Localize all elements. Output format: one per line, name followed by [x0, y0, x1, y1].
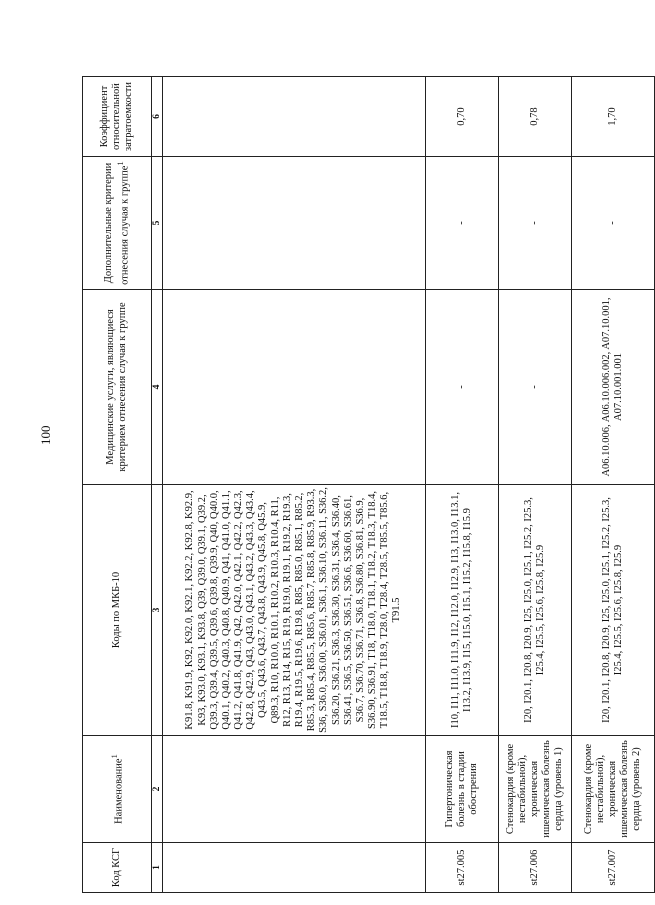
additional-criteria: -	[426, 157, 499, 290]
header-icd: Коды по МКБ-10	[83, 485, 152, 736]
ksg-name: Стенокардия (кроме нестабильной), хроническая ишемическая болезнь сердца (уровень 2)	[572, 736, 655, 843]
column-number-row	[152, 77, 163, 893]
ksg-table	[82, 76, 655, 893]
medical-services: -	[499, 290, 572, 485]
ksg-name: Стенокардия (кроме нестабильной), хроническая ишемическая болезнь сердца (уровень 1)	[499, 736, 572, 843]
header-code: Код КСГ	[83, 843, 152, 893]
ksg-name: Гипертоническая болезнь в стадии обострения	[426, 736, 499, 843]
header-criteria: Дополнительные критерии отнесения случая к группе$^1$	[83, 157, 152, 290]
table-row	[499, 77, 572, 893]
column-number: 6	[152, 77, 163, 157]
page-number: 100	[38, 425, 53, 445]
rotated-table-container	[82, 77, 643, 893]
column-number: 5	[152, 157, 163, 290]
additional-criteria: -	[499, 157, 572, 290]
medical-services	[163, 290, 426, 485]
header-coef: Коэффициент относительной затратоемкости	[83, 77, 152, 157]
header-row	[83, 77, 152, 893]
cost-coefficient	[163, 77, 426, 157]
ksg-code: st27.007	[572, 843, 655, 893]
ksg-name	[163, 736, 426, 843]
column-number: 1	[152, 843, 163, 893]
icd-codes: I10, I11, I11.0, I11.9, I12, I12.0, I12.9, I13, I13.0, I13.1, I13.2, I13.9, I15, I15.0, I15.1, I15.2, I15.8, I15.9	[426, 485, 499, 736]
cost-coefficient: 0,78	[499, 77, 572, 157]
medical-services: -	[426, 290, 499, 485]
additional-criteria	[163, 157, 426, 290]
icd-codes: I20, I20.1, I20.8, I20.9, I25, I25.0, I25.1, I25.2, I25.3, I25.4, I25.5, I25.6, I25.8, I25.9	[572, 485, 655, 736]
header-services: Медицинские услуги, являющиеся критерием отнесения случая к группе	[83, 290, 152, 485]
header-name: Наименование$^1$	[83, 736, 152, 843]
column-number: 3	[152, 485, 163, 736]
additional-criteria: -	[572, 157, 655, 290]
icd-codes: I20, I20.1, I20.8, I20.9, I25, I25.0, I25.1, I25.2, I25.3, I25.4, I25.5, I25.6, I25.8, I25.9	[499, 485, 572, 736]
cost-coefficient: 0,70	[426, 77, 499, 157]
footnote-mark: 1	[108, 754, 119, 759]
icd-codes: K91.8, K91.9, K92, K92.0, K92.1, K92.2, K92.8, K92.9, K93, K93.0, K93.1, K93.8, Q39, Q39.0, Q39.1, Q39.2, Q39.3, Q39.4, Q39.5, Q39.6, Q39.8, Q39.9, Q40, Q40.0, Q40.1, Q40.2, Q40.3, Q40.8, Q40.9, Q41, Q41.0, Q41.1, Q41.2, Q41.8, Q41.9, Q42, Q42.0, Q42.1, Q42.2, Q42.3, Q42.8, Q42.9, Q43, Q43.0, Q43.1, Q43.2, Q43.3, Q43.4, Q43.5, Q43.6, Q43.7, Q43.8, Q43.9, Q45.8, Q45.9, Q89.3, R10, R10.0, R10.1, R10.2, R10.3, R10.4, R11, R12, R13, R14, R15, R19, R19.0, R19.1, R19.2, R19.3, R19.4, R19.5, R19.6, R19.8, R85, R85.0, R85.1, R85.2, R85.3, R85.4, R85.5, R85.6, R85.7, R85.8, R85.9, R93.3, S36, S36.0, S36.00, S36.01, S36.1, S36.10, S36.11, S36.2, S36.20, S36.21, S36.3, S36.30, S36.31, S36.4, S36.40, S36.41, S36.5, S36.50, S36.51, S36.6, S36.60, S36.61, S36.7, S36.70, S36.71, S36.8, S36.80, S36.81, S36.9, S36.90, S36.91, T18, T18.0, T18.1, T18.2, T18.3, T18.4, T18.5, T18.8, T18.9, T28.0, T28.4, T28.5, T85.5, T85.6, T91.5	[163, 485, 426, 736]
ksg-code	[163, 843, 426, 893]
table-row	[572, 77, 655, 893]
table-row	[426, 77, 499, 893]
column-number: 4	[152, 290, 163, 485]
ksg-code: st27.005	[426, 843, 499, 893]
medical-services: A06.10.006, A06.10.006.002, A07.10.001, A07.10.001.001	[572, 290, 655, 485]
cost-coefficient: 1,70	[572, 77, 655, 157]
ksg-code: st27.006	[499, 843, 572, 893]
column-number: 2	[152, 736, 163, 843]
footnote-mark: 1	[114, 161, 125, 166]
table-row	[163, 77, 426, 893]
